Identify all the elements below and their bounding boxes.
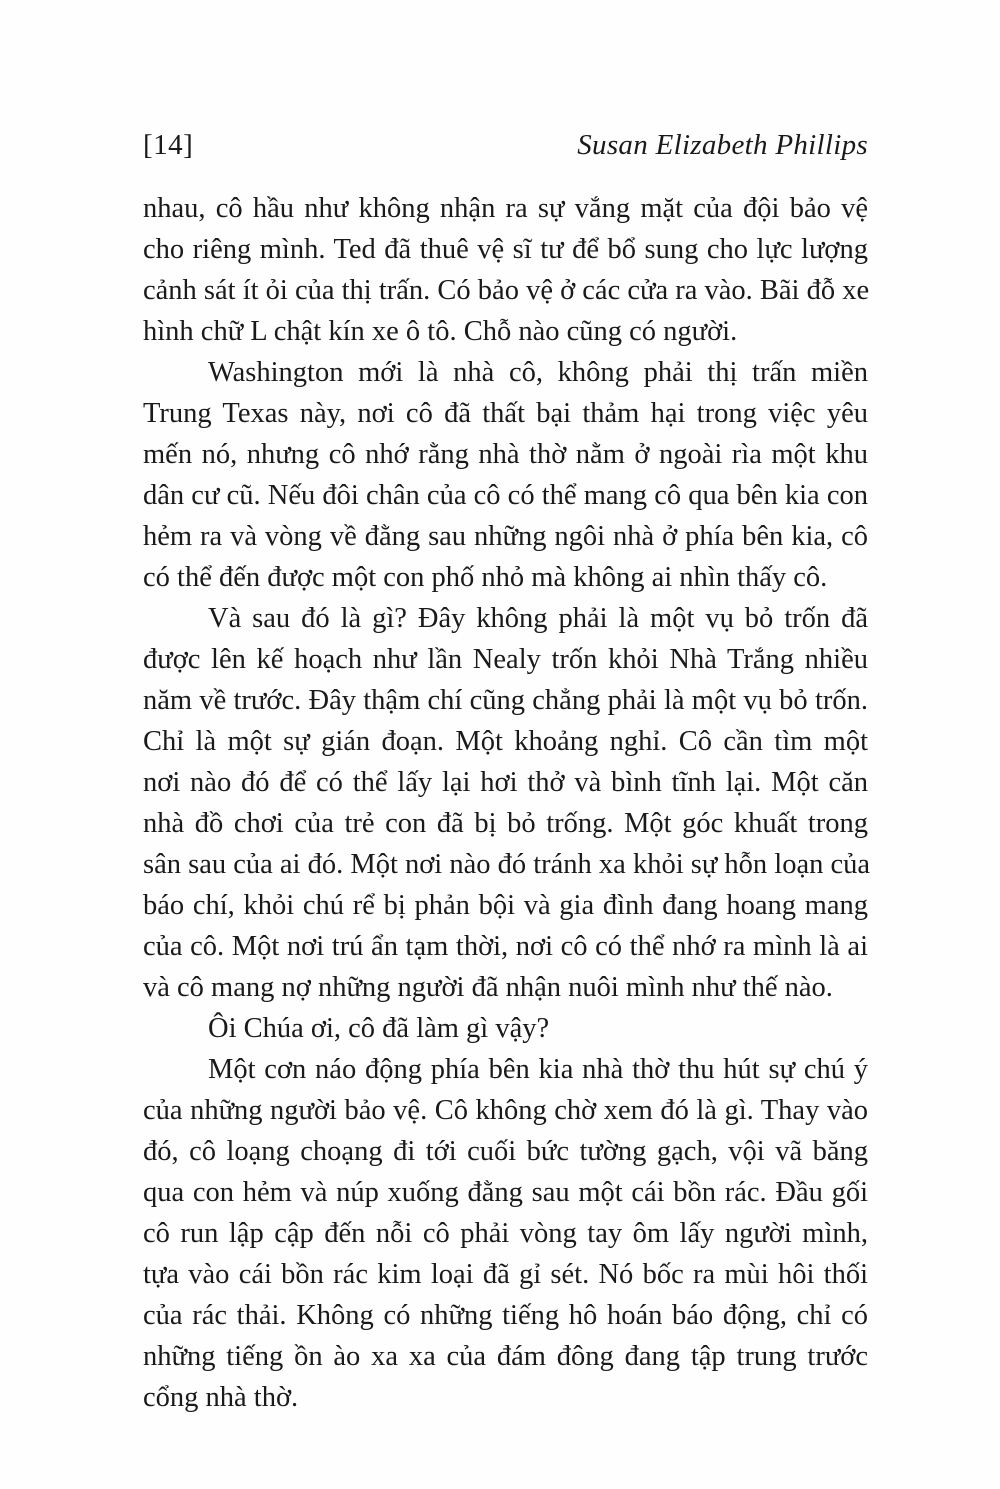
- text-line: tựa vào cái bồn rác kim loại đã gỉ sét. Nó bốc ra mùi hôi thối: [143, 1259, 868, 1290]
- page-number: [14]: [143, 129, 194, 161]
- text-line: cổng nhà thờ.: [143, 1382, 299, 1413]
- text-line: Washington mới là nhà cô, không phải thị trấn miền: [208, 357, 868, 388]
- text-line: có thể đến được một con phố nhỏ mà không ai nhìn thấy cô.: [143, 562, 828, 593]
- text-line: Chỉ là một sự gián đoạn. Một khoảng nghỉ. Cô cần tìm một: [143, 726, 868, 757]
- text-line: những tiếng ồn ào xa xa của đám đông đang tập trung trước: [143, 1341, 868, 1372]
- text-line: Ôi Chúa ơi, cô đã làm gì vậy?: [208, 1013, 550, 1044]
- running-header: [143, 125, 868, 165]
- text-line: được lên kế hoạch như lần Nealy trốn khỏi Nhà Trắng nhiều: [143, 644, 868, 675]
- text-line: và cô mang nợ những người đã nhận nuôi mình như thế nào.: [143, 972, 833, 1003]
- text-line: của rác thải. Không có những tiếng hô hoán báo động, chỉ có: [143, 1300, 868, 1331]
- text-line: cho riêng mình. Ted đã thuê vệ sĩ tư để bổ sung cho lực lượng: [143, 234, 868, 265]
- text-line: mến nó, nhưng cô nhớ rằng nhà thờ nằm ở ngoài rìa một khu: [143, 439, 868, 470]
- text-line: dân cư cũ. Nếu đôi chân của cô có thể mang cô qua bên kia con: [143, 480, 868, 511]
- text-line: nhà đồ chơi của trẻ con đã bị bỏ trống. Một góc khuất trong: [143, 808, 868, 839]
- text-line: hình chữ L chật kín xe ô tô. Chỗ nào cũng có người.: [143, 316, 738, 347]
- text-line: năm về trước. Đây thậm chí cũng chẳng phải là một vụ bỏ trốn.: [143, 685, 868, 716]
- text-line: cô run lập cập đến nỗi cô phải vòng tay ôm lấy người mình,: [143, 1218, 868, 1249]
- text-line: Trung Texas này, nơi cô đã thất bại thảm hại trong việc yêu: [143, 398, 868, 429]
- body-text: [143, 188, 871, 1418]
- text-line: hẻm ra và vòng về đằng sau những ngôi nhà ở phía bên kia, cô: [143, 521, 868, 552]
- text-line: sân sau của ai đó. Một nơi nào đó tránh xa khỏi sự hỗn loạn của: [143, 849, 871, 880]
- text-line: qua con hẻm và núp xuống đằng sau một cái bồn rác. Đầu gối: [143, 1177, 868, 1208]
- text-line: của cô. Một nơi trú ẩn tạm thời, nơi cô có thể nhớ ra mình là ai: [143, 931, 868, 962]
- text-line: của những người bảo vệ. Cô không chờ xem đó là gì. Thay vào: [143, 1095, 868, 1126]
- text-line: Một cơn náo động phía bên kia nhà thờ thu hút sự chú ý: [208, 1054, 868, 1085]
- text-line: nơi nào đó để có thể lấy lại hơi thở và bình tĩnh lại. Một căn: [143, 767, 868, 798]
- text-line: đó, cô loạng choạng đi tới cuối bức tường gạch, vội vã băng: [143, 1136, 868, 1167]
- text-line: Và sau đó là gì? Đây không phải là một vụ bỏ trốn đã: [208, 603, 868, 634]
- text-line: báo chí, khỏi chú rể bị phản bội và gia đình đang hoang mang: [143, 890, 868, 921]
- text-line: nhau, cô hầu như không nhận ra sự vắng mặt của đội bảo vệ: [143, 193, 868, 224]
- author-name: Susan Elizabeth Phillips: [577, 129, 868, 161]
- text-line: cảnh sát ít ỏi của thị trấn. Có bảo vệ ở các cửa ra vào. Bãi đỗ xe: [143, 275, 870, 306]
